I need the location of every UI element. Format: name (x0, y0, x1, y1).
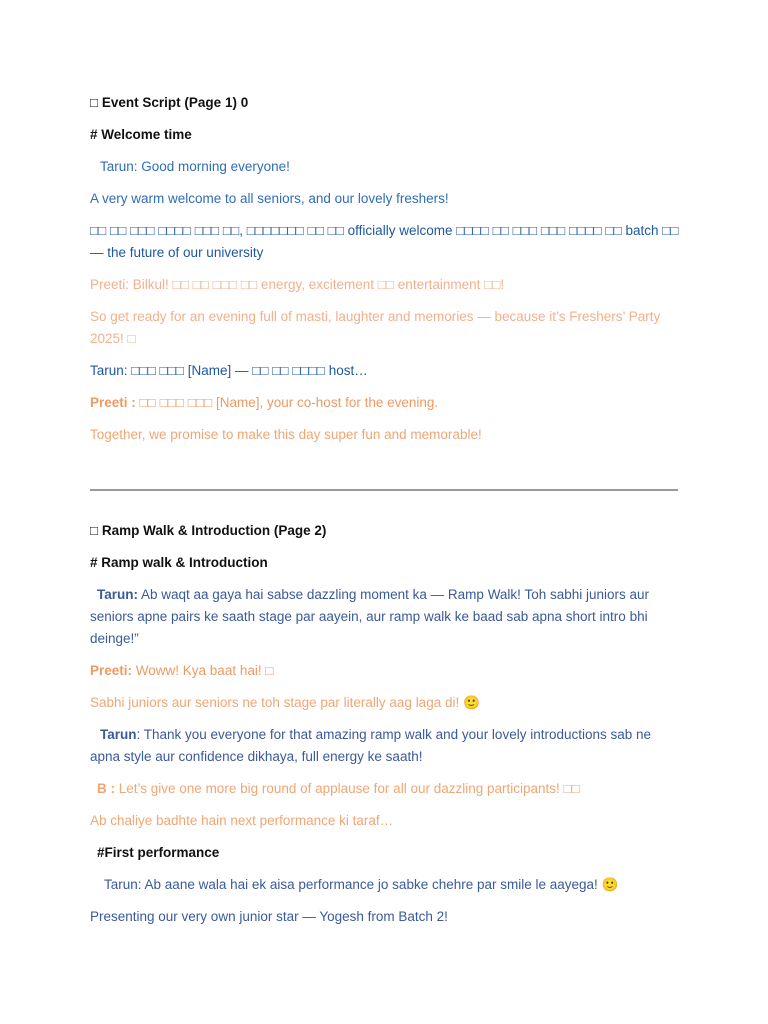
script-line-next-performance: Ab chaliye badhte hain next performance ki taraf… (90, 813, 394, 828)
speaker-name: Tarun: (90, 363, 128, 378)
script-line-aag-laga-di: Sabhi juniors aur seniors ne toh stage par literally aag laga di! 🙂 (90, 695, 480, 710)
dialogue-text: : Thank you everyone for that amazing ramp walk and your lovely introductions sab ne apna style aur confidence dikhaya, full energy ke saath! (90, 727, 652, 764)
dialogue-text: Woww! Kya baat hai! □ (132, 663, 274, 678)
subheading-first-performance: #First performance (97, 845, 220, 860)
speaker-name: Preeti: (90, 663, 133, 678)
section-title-page-1: □ Event Script (Page 1) 0 (90, 95, 249, 110)
script-line-b-applause (90, 778, 680, 800)
script-line-warm-welcome: A very warm welcome to all seniors, and our lovely freshers! (90, 191, 449, 206)
dialogue-text: Ab aane wala hai ek aisa performance jo sabke chehre par smile le aayega! 🙂 (141, 877, 619, 892)
dialogue-text: □□ □□□ □□□ [Name], your co-host for the evening. (135, 395, 439, 410)
script-line-tarun-smile (90, 874, 680, 896)
speaker-name: Preeti: (90, 277, 130, 292)
script-line-together: Together, we promise to make this day super fun and memorable! (90, 427, 482, 442)
speaker-name: B : (97, 781, 115, 796)
script-line-presenting-yogesh: Presenting our very own junior star — Yogesh from Batch 2! (90, 909, 448, 924)
script-line-preeti-woww (90, 660, 680, 682)
script-line-preeti-cohost (90, 392, 680, 414)
speaker-name: Tarun: (104, 877, 142, 892)
dialogue-text: Good morning everyone! (137, 159, 290, 174)
script-line-hindi-welcome: □□ □□ □□□ □□□□ □□□ □□, □□□□□□□ □□ □□ officially welcome □□□□ □□ □□□ □□□ □□□□ □□ batch □□ — the future of our university (90, 223, 679, 260)
script-line-get-ready: So get ready for an evening full of masti, laughter and memories — because it’s Freshers’ Party 2025! □ (90, 309, 661, 346)
speaker-name: Tarun: (100, 159, 138, 174)
section-title-page-2: □ Ramp Walk & Introduction (Page 2) (90, 523, 327, 538)
script-line-tarun-good-morning (90, 156, 690, 178)
script-line-tarun-host (90, 360, 680, 382)
script-line-tarun-ramp-walk (90, 584, 680, 650)
speaker-name: Tarun (100, 727, 137, 742)
script-line-tarun-thank-you (90, 724, 680, 768)
dialogue-text: Let’s give one more big round of applause for all our dazzling participants! □□ (115, 781, 580, 796)
speaker-name: Preeti : (90, 395, 136, 410)
dialogue-text: □□□ □□□ [Name] — □□ □□ □□□□ host… (127, 363, 368, 378)
dialogue-text: Ab waqt aa gaya hai sabse dazzling moment ka — Ramp Walk! Toh sabhi juniors aur seniors apne pairs ke saath stage par aayein, aur ramp walk ke baad sab apna short intro bhi deinge!” (90, 587, 650, 646)
dialogue-text: Bilkul! □□ □□ □□□ □□ energy, excitement □□ entertainment □□! (129, 277, 505, 292)
subheading-welcome-time: # Welcome time (90, 127, 192, 142)
subheading-ramp-walk: # Ramp walk & Introduction (90, 555, 268, 570)
section-divider (90, 489, 678, 491)
speaker-name: Tarun: (97, 587, 138, 602)
script-line-preeti-bilkul (90, 274, 680, 296)
